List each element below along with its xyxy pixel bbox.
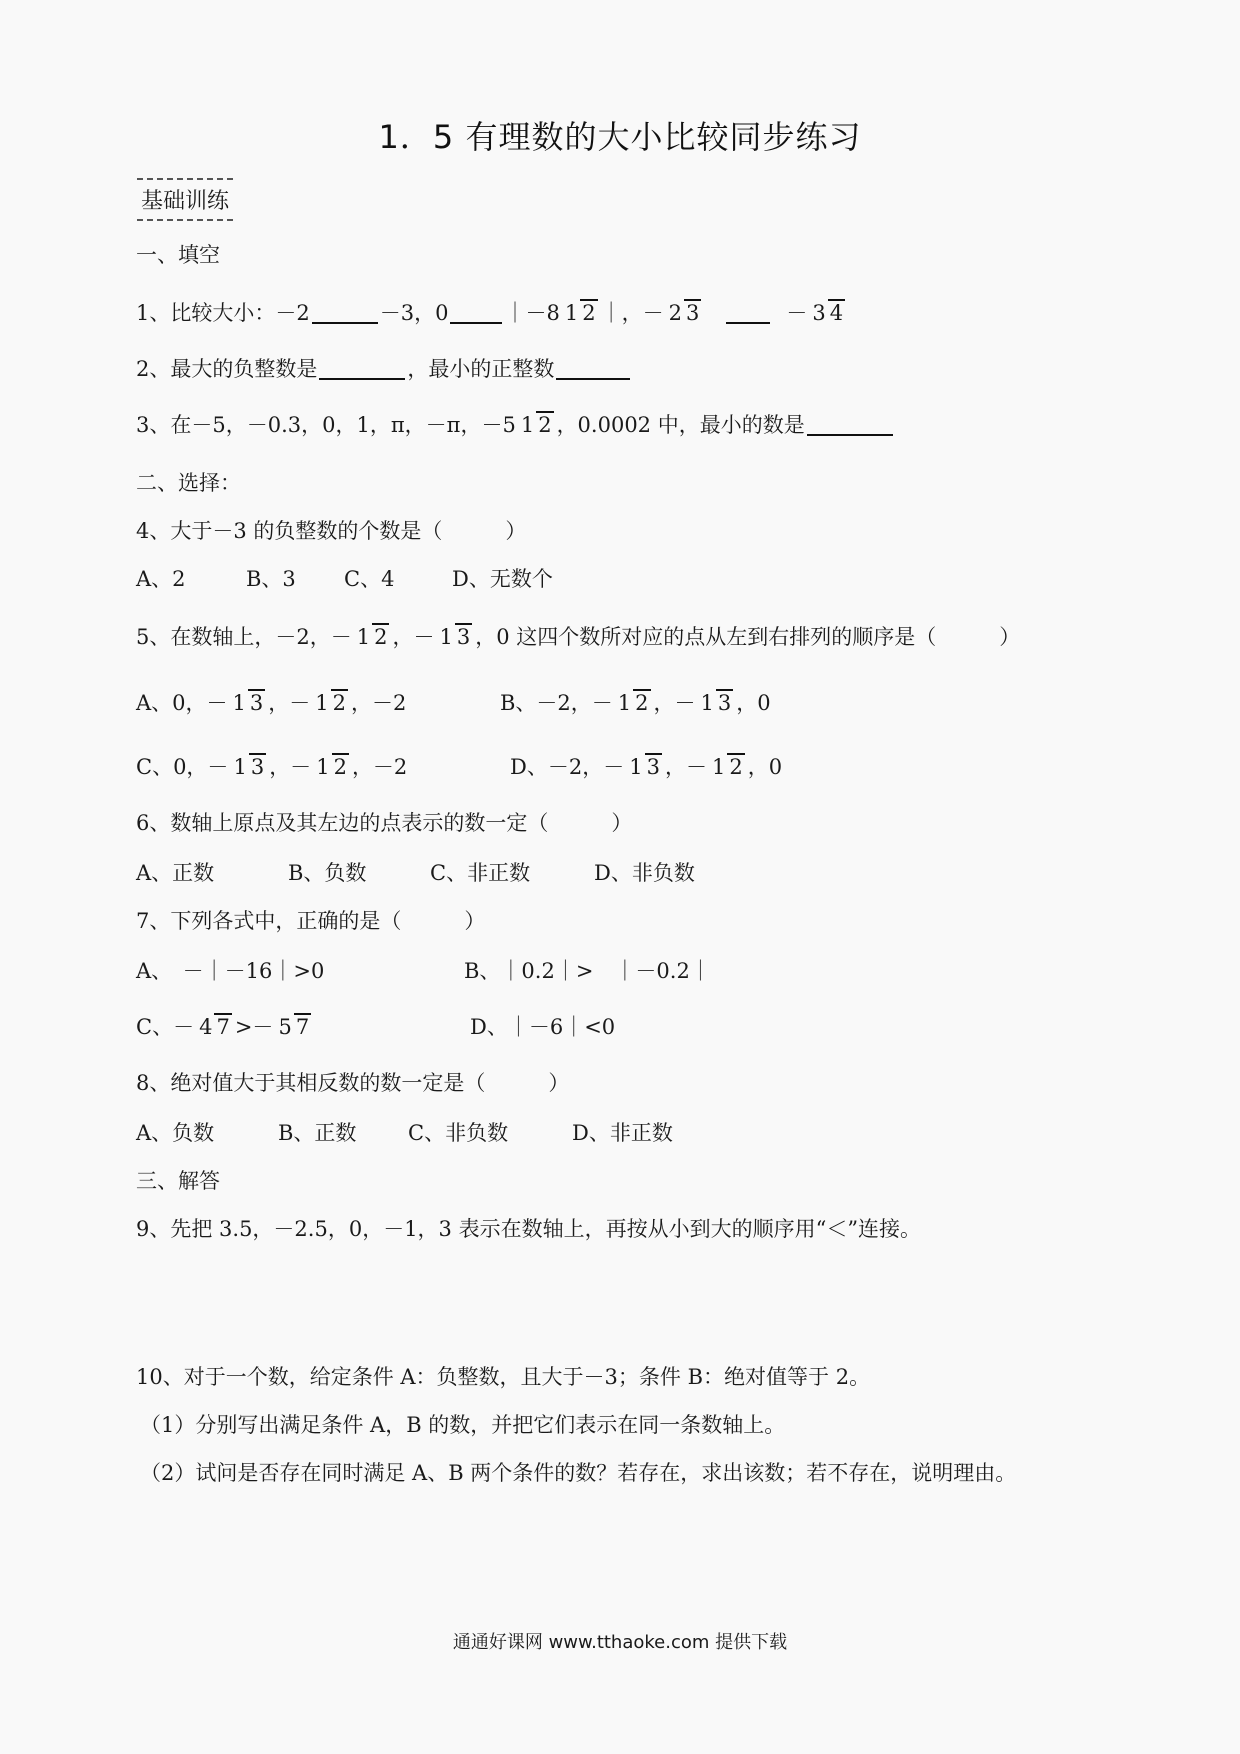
fraction	[710, 753, 745, 779]
numerator: 4	[199, 1014, 213, 1039]
option-b[interactable]: B、负数	[288, 861, 367, 885]
fraction	[437, 623, 472, 649]
footer: 通通好课网 www.tthaoke.com 提供下载	[452, 1632, 788, 1653]
q4-stem: 4、大于－3 的负整数的个数是（ ）	[136, 519, 527, 543]
question-3	[136, 394, 895, 454]
q10-part-2-text: （2）试问是否存在同时满足 A、B 两个条件的数？若存在，求出该数；若不存在，说明理由。	[140, 1461, 1017, 1485]
numerator: 1	[315, 690, 329, 715]
denominator: 4	[829, 300, 844, 325]
numerator: 1	[439, 624, 453, 649]
option-text: C、－	[136, 1015, 195, 1039]
section-tag: 基础训练	[137, 178, 233, 221]
page-title: 1．5 有理数的大小比较同步练习	[378, 118, 862, 156]
q10-part-1-text: （1）分别写出满足条件 A，B 的数，并把它们表示在同一条数轴上。	[140, 1413, 786, 1437]
numerator: 1	[232, 690, 246, 715]
fraction	[667, 299, 702, 325]
option-d[interactable]: D、非负数	[594, 861, 695, 885]
denominator: 2	[582, 300, 596, 325]
q3-text-b: ，0.0002 中，最小的数是	[556, 413, 805, 437]
fraction	[699, 689, 734, 715]
option-a[interactable]: A、2	[136, 567, 186, 591]
heading-text: 二、选择：	[136, 471, 241, 495]
denominator: 3	[250, 754, 265, 779]
numerator: 1	[316, 754, 330, 779]
option-text: >－	[234, 1015, 274, 1039]
numerator: 1	[629, 754, 643, 779]
question-9	[136, 1198, 921, 1258]
numerator: 1	[700, 690, 714, 715]
q5-option-a[interactable]	[136, 672, 466, 732]
numerator: 1	[711, 754, 726, 779]
q1-text-d: ｜，－	[600, 301, 664, 325]
q5-option-b[interactable]	[500, 672, 771, 732]
q7-option-d[interactable]	[470, 996, 615, 1056]
numerator: 2	[668, 300, 682, 325]
q5-text-a: 5、在数轴上，－2，－	[136, 625, 352, 649]
denominator: 3	[685, 300, 700, 325]
numerator: 1	[520, 412, 535, 437]
q8-stem: 8、绝对值大于其相反数的数一定是（ ）	[136, 1071, 570, 1095]
option-text: ，－	[268, 691, 311, 715]
denominator: 2	[635, 690, 649, 715]
numerator: 1	[233, 754, 247, 779]
denominator: 3	[249, 690, 264, 715]
answer-blank[interactable]	[450, 300, 502, 324]
option-b[interactable]: B、正数	[278, 1121, 357, 1145]
question-1	[136, 282, 848, 342]
denominator: 2	[332, 690, 347, 715]
option-c[interactable]: C、4	[344, 567, 395, 591]
q3-text-a: 3、在－5，－0.3，0，1，π，－π，－5	[136, 413, 516, 437]
option-text: D、｜－6｜<0	[470, 1015, 616, 1039]
q7-option-c[interactable]	[136, 996, 314, 1056]
heading-text: 三、解答	[136, 1169, 220, 1193]
option-text: A、0，－	[136, 691, 228, 715]
q7-option-b[interactable]	[464, 940, 711, 1000]
fraction	[231, 753, 266, 779]
option-text: ，0	[736, 691, 771, 715]
fraction	[355, 623, 390, 649]
denominator: 2	[333, 754, 347, 779]
q7-stem: 7、下列各式中，正确的是（ ）	[136, 909, 486, 933]
answer-blank[interactable]	[556, 356, 630, 380]
q7-option-a[interactable]	[136, 940, 324, 1000]
section-heading-fill	[136, 224, 220, 284]
numerator: 1	[617, 690, 632, 715]
denominator: 3	[717, 690, 732, 715]
option-text: ，－	[653, 691, 696, 715]
option-c[interactable]: C、非正数	[430, 861, 531, 885]
fraction	[616, 689, 651, 715]
option-text: B、－2，－	[500, 691, 613, 715]
option-text: ，－2	[351, 755, 408, 779]
fraction	[197, 1013, 232, 1039]
denominator: 7	[295, 1014, 310, 1039]
q2-text-a: 2、最大的负整数是	[136, 357, 318, 381]
q4-options	[136, 548, 553, 608]
option-d[interactable]: D、无数个	[452, 567, 553, 591]
fraction	[313, 689, 348, 715]
option-text: ，－2	[351, 691, 407, 715]
option-d[interactable]: D、非正数	[572, 1121, 673, 1145]
numerator: 1	[356, 624, 371, 649]
denominator: 7	[216, 1014, 230, 1039]
fraction	[231, 689, 266, 715]
numerator: 1	[564, 300, 579, 325]
q5-text-b: ，－	[392, 625, 435, 649]
denominator: 3	[456, 624, 471, 649]
numerator: 3	[812, 300, 826, 325]
q5-option-d[interactable]	[510, 736, 782, 796]
option-text: D、－2，－	[510, 755, 625, 779]
fraction	[563, 299, 598, 325]
answer-blank[interactable]	[319, 356, 405, 380]
q9-text: 9、先把 3.5，－2.5，0，－1，3 表示在数轴上，再按从小到大的顺序用“＜”连接。	[136, 1217, 922, 1241]
q1-text-e: －	[786, 301, 808, 325]
question-2	[136, 338, 632, 398]
denominator: 3	[646, 754, 660, 779]
q6-stem: 6、数轴上原点及其左边的点表示的数一定（ ）	[136, 811, 633, 835]
question-5	[136, 606, 1020, 666]
denominator: 2	[374, 624, 388, 649]
q10-text: 10、对于一个数，给定条件 A：负整数，且大于－3；条件 B：绝对值等于 2。	[136, 1365, 871, 1389]
option-b[interactable]: B、3	[246, 567, 296, 591]
denominator: 2	[538, 412, 552, 437]
q5-text-c: ，0 这四个数所对应的点从左到右排列的顺序是（ ）	[475, 625, 1021, 649]
heading-text: 一、填空	[136, 243, 220, 267]
fraction	[810, 299, 845, 325]
fraction	[519, 411, 554, 437]
answer-blank[interactable]	[807, 412, 893, 436]
q1-text-a: 1、比较大小：－2	[136, 301, 310, 325]
numerator: 5	[278, 1014, 292, 1039]
option-c[interactable]: C、非负数	[408, 1121, 509, 1145]
option-text: B、｜0.2｜> ｜－0.2｜	[464, 959, 711, 983]
option-text: C、0，－	[136, 755, 229, 779]
fraction	[627, 753, 662, 779]
q1-text-c: ｜－8	[504, 301, 560, 325]
q1-text-b: －3，0	[379, 301, 449, 325]
q2-text-b: ，最小的正整数	[407, 357, 555, 381]
q5-option-c[interactable]	[136, 736, 407, 796]
option-text: ，－	[269, 755, 312, 779]
fraction	[276, 1013, 311, 1039]
denominator: 2	[729, 754, 743, 779]
option-text: ，－	[664, 755, 707, 779]
option-a[interactable]: A、负数	[136, 1121, 215, 1145]
option-text: A、 －｜－16｜>0	[136, 959, 325, 983]
fraction	[314, 753, 349, 779]
answer-blank[interactable]	[312, 300, 378, 324]
question-10-part-2	[140, 1442, 1016, 1502]
option-text: ，0	[747, 755, 783, 779]
answer-blank[interactable]	[726, 300, 770, 324]
option-a[interactable]: A、正数	[136, 861, 215, 885]
